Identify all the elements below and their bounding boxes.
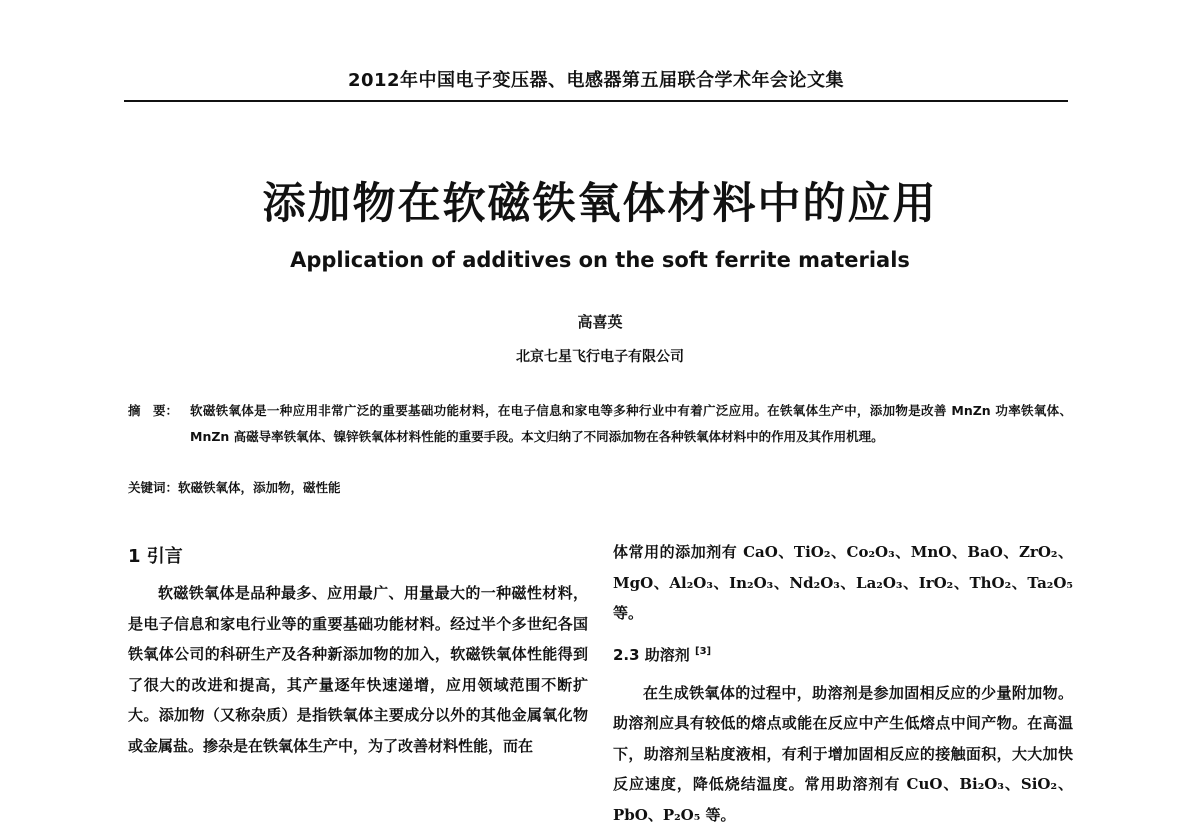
subsection-heading-text: 2.3 助溶剂 [613, 646, 690, 664]
continued-paragraph: 体常用的添加剂有 CaO、TiO₂、Co₂O₃、MnO、BaO、ZrO₂、MgO、Al₂O₃、In₂O₃、Nd₂O₃、La₂O₃、IrO₂、ThO₂、Ta₂O₅ 等。 [613, 537, 1073, 629]
body-paragraph: 在生成铁氧体的过程中，助溶剂是参加固相反应的少量附加物。助溶剂应具有较低的熔点或能在反应中产生低熔点中间产物。在高温下，助溶剂呈粘度液相，有利于增加固相反应的接触面积，大大加快反应速度，降低烧结温度。常用助溶剂有 CuO、Bi₂O₃、SiO₂、PbO、P₂O₅ 等。 [613, 678, 1073, 830]
left-column [128, 540, 588, 761]
keywords [128, 476, 1072, 500]
subsection-heading-flux [613, 637, 1073, 670]
article-title-english: Application of additives on the soft ferrite materials [0, 248, 1200, 272]
right-column [613, 537, 1073, 830]
abstract-text: 软磁铁氧体是一种应用非常广泛的重要基础功能材料，在电子信息和家电等多种行业中有着广泛应用。在铁氧体生产中，添加物是改善 MnZn 功率铁氧体、MnZn 高磁导率铁氧体、镍锌铁氧体材料性能的重要手段。本文归纳了不同添加物在各种铁氧体材料中的作用及其作用机理。 [190, 398, 1072, 450]
body-paragraph: 软磁铁氧体是品种最多、应用最广、用量最大的一种磁性材料，是电子信息和家电行业等的重要基础功能材料。经过半个多世纪各国铁氧体公司的科研生产及各种新添加物的加入，软磁铁氧体性能得到了很大的改进和提高，其产量逐年快速递增，应用领域范围不断扩大。添加物（又称杂质）是指铁氧体主要成分以外的其他金属氧化物或金属盐。掺杂是在铁氧体生产中，为了改善材料性能，而在 [128, 578, 588, 761]
section-heading-introduction: 1 引言 [128, 540, 588, 574]
header-rule [124, 100, 1068, 102]
abstract-label: 摘 要： [128, 398, 190, 424]
article-title-chinese: 添加物在软磁铁氧体材料中的应用 [0, 170, 1200, 231]
keywords-label: 关键词： [128, 480, 178, 495]
author-affiliation: 北京七星飞行电子有限公司 [0, 346, 1200, 366]
running-header: 2012年中国电子变压器、电感器第五届联合学术年会论文集 [124, 66, 1068, 92]
keywords-text: 软磁铁氧体，添加物，磁性能 [178, 480, 341, 495]
author-name: 高喜英 [0, 311, 1200, 332]
abstract [128, 398, 1072, 450]
citation-reference: [3] [695, 646, 711, 657]
